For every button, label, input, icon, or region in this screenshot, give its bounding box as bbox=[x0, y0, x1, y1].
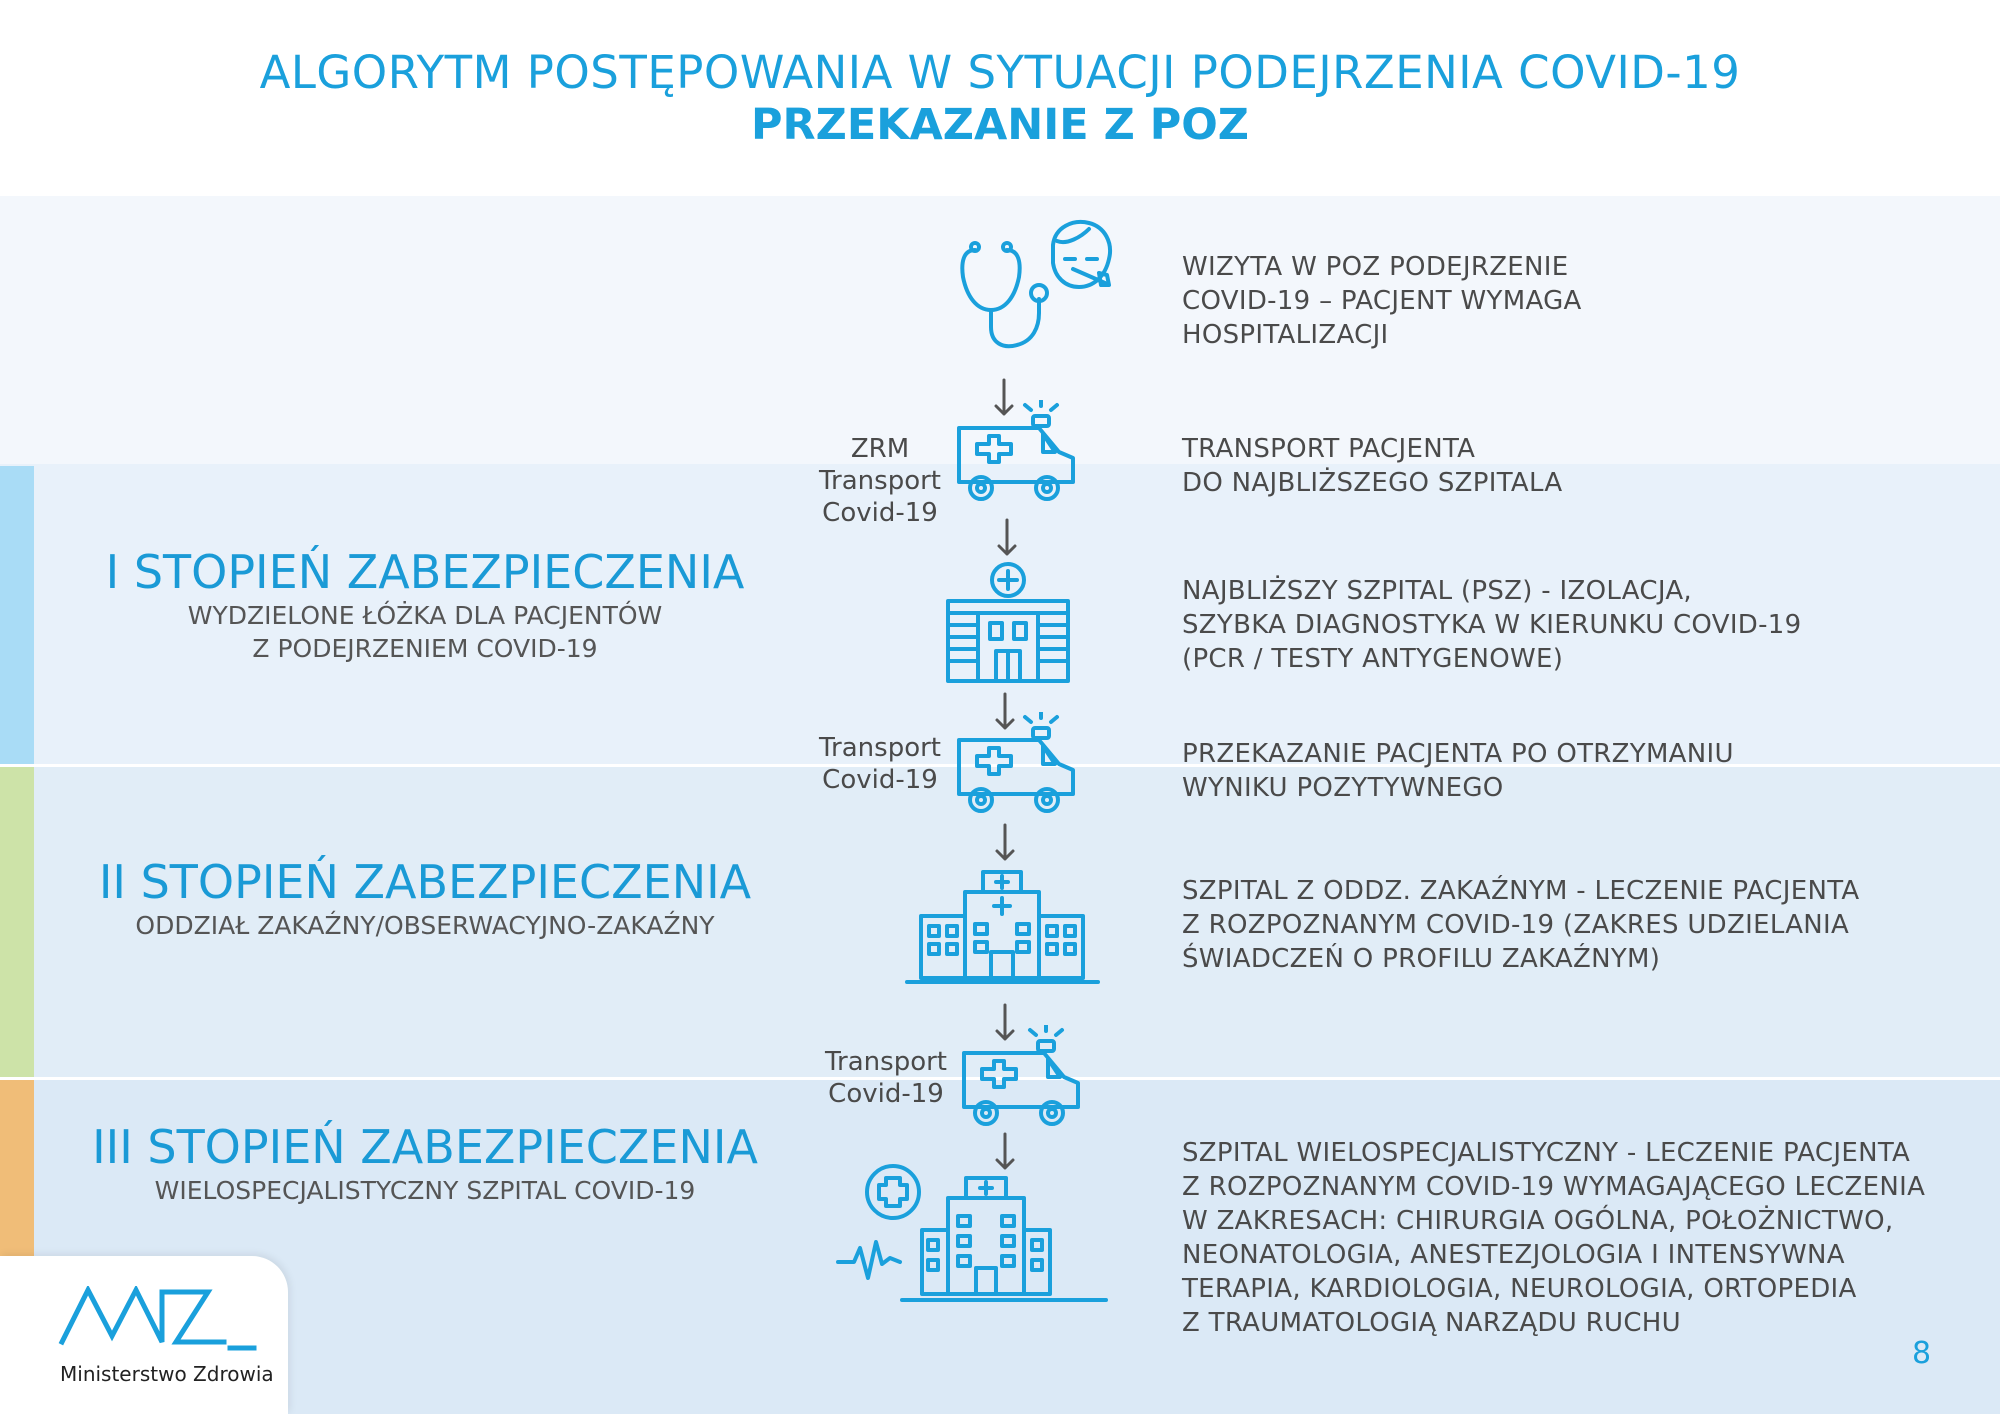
flow-arrow bbox=[993, 823, 1017, 863]
level-1-subtitle: Z PODEJRZENIEM COVID-19 bbox=[252, 634, 598, 663]
step-text-line: PRZEKAZANIE PACJENTA PO OTRZYMANIU bbox=[1182, 739, 1734, 769]
step-text-line: W ZAKRESACH: CHIRURGIA OGÓLNA, POŁOŻNICTWO, bbox=[1182, 1206, 1894, 1236]
step-text-line: DO NAJBLIŻSZEGO SZPITALA bbox=[1182, 468, 1563, 498]
step-text-line: Z ROZPOZNANYM COVID-19 (ZAKRES UDZIELANIA bbox=[1182, 910, 1850, 940]
step-text-line: WIZYTA W POZ PODEJRZENIE bbox=[1182, 252, 1569, 282]
ambulance-icon bbox=[955, 400, 1080, 505]
transport-label-line: ZRM bbox=[850, 434, 910, 464]
transport-label-line: Transport bbox=[818, 733, 941, 763]
step-text-line: Z ROZPOZNANYM COVID-19 WYMAGAJĄCEGO LECZENIA bbox=[1182, 1172, 1926, 1202]
step-text-line: (PCR / TESTY ANTYGENOWE) bbox=[1182, 644, 1564, 674]
level-2-subtitle: ODDZIAŁ ZAKAŹNY/OBSERWACYJNO-ZAKAŹNY bbox=[135, 911, 715, 940]
step-5-text bbox=[1182, 874, 1962, 976]
transport-label-line: Covid-19 bbox=[822, 498, 938, 528]
step-text-line: Z TRAUMATOLOGIĄ NARZĄDU RUCHU bbox=[1182, 1308, 1681, 1338]
step-2-text bbox=[1182, 432, 1962, 500]
level-3-label bbox=[90, 1120, 760, 1207]
step-text-line: TRANSPORT PACJENTA bbox=[1182, 434, 1476, 464]
transport-label bbox=[800, 433, 960, 529]
step-1-text bbox=[1182, 250, 1962, 352]
step-text-line: ŚWIADCZEŃ O PROFILU ZAKAŹNYM) bbox=[1182, 944, 1661, 974]
step-text-line: SZYBKA DIAGNOSTYKA W KIERUNKU COVID-19 bbox=[1182, 610, 1802, 640]
hospital-icon bbox=[905, 868, 1100, 986]
level-1-label bbox=[90, 545, 760, 665]
level-1-color-stripe bbox=[0, 466, 34, 764]
level-1-title: I STOPIEŃ ZABEZPIECZENIA bbox=[105, 545, 745, 599]
doctor-patient-icon bbox=[955, 215, 1115, 355]
step-text-line: SZPITAL Z ODDZ. ZAKAŹNYM - LECZENIE PACJENTA bbox=[1182, 876, 1860, 906]
transport-label-line: Covid-19 bbox=[828, 1079, 944, 1109]
page-subtitle: PRZEKAZANIE Z POZ bbox=[751, 100, 1249, 150]
ambulance-icon bbox=[955, 712, 1080, 817]
level-2-label bbox=[90, 855, 760, 942]
step-text-line: TERAPIA, KARDIOLOGIA, NEUROLOGIA, ORTOPEDIA bbox=[1182, 1274, 1857, 1304]
mz-logo-icon bbox=[58, 1286, 258, 1356]
transport-label bbox=[806, 1046, 966, 1110]
step-4-text bbox=[1182, 737, 1962, 805]
step-text-line: NEONATOLOGIA, ANESTEZJOLOGIA I INTENSYWNA bbox=[1182, 1240, 1845, 1270]
ministry-logo bbox=[0, 1256, 288, 1414]
step-7-text bbox=[1182, 1136, 1962, 1340]
ambulance-icon bbox=[960, 1025, 1085, 1130]
step-text-line: COVID-19 – PACJENT WYMAGA bbox=[1182, 286, 1582, 316]
small-hospital-icon bbox=[944, 561, 1072, 685]
page-title: ALGORYTM POSTĘPOWANIA W SYTUACJI PODEJRZENIA COVID-19 bbox=[259, 46, 1741, 99]
level-1-subtitle: WYDZIELONE ŁÓŻKA DLA PACJENTÓW bbox=[187, 601, 663, 630]
step-text-line: SZPITAL WIELOSPECJALISTYCZNY - LECZENIE PACJENTA bbox=[1182, 1138, 1911, 1168]
level-3-color-stripe bbox=[0, 1080, 34, 1256]
flow-arrow bbox=[995, 518, 1019, 558]
ministry-name: Ministerstwo Zdrowia bbox=[60, 1362, 274, 1386]
level-3-subtitle: WIELOSPECJALISTYCZNY SZPITAL COVID-19 bbox=[154, 1176, 696, 1205]
transport-label-line: Transport bbox=[824, 1047, 947, 1077]
hospital-heartbeat-icon bbox=[836, 1160, 1111, 1305]
level-2-color-stripe bbox=[0, 767, 34, 1077]
page-number: 8 bbox=[1912, 1336, 1932, 1371]
level-2-title: II STOPIEŃ ZABEZPIECZENIA bbox=[98, 855, 752, 909]
transport-label-line: Covid-19 bbox=[822, 765, 938, 795]
transport-label bbox=[800, 732, 960, 796]
transport-label-line: Transport bbox=[818, 466, 941, 496]
level-3-title: III STOPIEŃ ZABEZPIECZENIA bbox=[92, 1120, 758, 1174]
step-3-text bbox=[1182, 574, 1962, 676]
step-text-line: NAJBLIŻSZY SZPITAL (PSZ) - IZOLACJA, bbox=[1182, 576, 1692, 606]
step-text-line: WYNIKU POZYTYWNEGO bbox=[1182, 773, 1504, 803]
step-text-line: HOSPITALIZACJI bbox=[1182, 320, 1389, 350]
